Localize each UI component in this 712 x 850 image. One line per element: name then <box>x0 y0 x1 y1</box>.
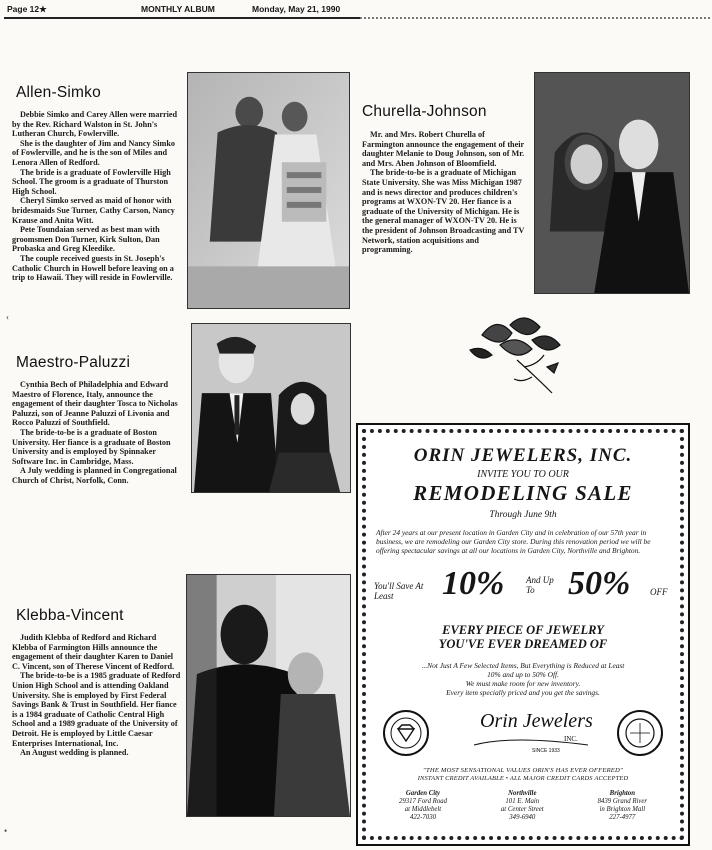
ad-every-piece <box>372 623 674 651</box>
ad-sale-title: REMODELING SALE <box>413 481 633 505</box>
issue-date: Monday, May 21, 1990 <box>252 4 341 14</box>
story-paragraph: The bride is a graduate of Fowlerville High School. The groom is a graduate of Thurston High School. <box>12 167 171 196</box>
story-paragraph: Pete Toundaian served as best man with groomsmen Don Turner, Kirk Sulton, Dan Probaska and Greg Kleedike. <box>12 225 160 254</box>
store-name: Northville <box>508 790 537 797</box>
off-label: OFF <box>650 587 668 597</box>
scan-mark: • <box>4 826 8 836</box>
ad-logo-row <box>372 705 674 761</box>
wedding-photo-allen-simko <box>187 72 350 309</box>
logo-script-text: Orin Jewelers <box>480 710 592 732</box>
store-cross-street: in Brighton Mall <box>599 806 646 813</box>
story-paragraph: Judith Klebba of Redford and Richard Klebba of Farmington Hills announce the engagement of their daughter Karen to Daniel C. Vincent, son of Therese Vincent of Redford. <box>12 633 175 671</box>
ad-invite-line: INVITE YOU TO OUR <box>477 469 569 480</box>
store-phone: 422-7030 <box>409 814 437 821</box>
ad-body-text: After 24 years at our present location in Garden City and in celebration of our 57th year in business, we are remodeling our Garden City store. During this renovation period we will be offering spectacular savings at all our locations in Garden City, Northville and Brighton. <box>376 528 651 555</box>
section-title: MONTHLY ALBUM <box>141 4 215 14</box>
save-at-least-label: You'll Save At Least <box>374 581 424 601</box>
ad-fine-line: We must make room for new inventory. <box>465 679 581 688</box>
headline-churella-johnson: Churella-Johnson <box>362 103 487 120</box>
store-locations <box>372 790 674 822</box>
header-dotted-rule <box>360 17 710 19</box>
store-phone: 349-6940 <box>509 814 536 821</box>
ad-every-line: YOU'VE EVER DREAMED OF <box>438 637 608 651</box>
ad-company-name: ORIN JEWELERS, INC. <box>413 445 633 466</box>
store-cross-street: at Middlebelt <box>404 806 442 813</box>
story-klebba-vincent <box>12 633 182 758</box>
engagement-photo-maestro-paluzzi <box>191 323 351 493</box>
store-address: 29317 Ford Road <box>398 798 448 805</box>
story-paragraph: A July wedding is planned in Congregational Church of Christ, Norfolk, Conn. <box>12 466 177 485</box>
ad-fine-line: ...Not Just A Few Selected Items, But Everything is Reduced at Least <box>421 661 625 670</box>
engagement-photo-churella-johnson <box>534 72 690 294</box>
headline-allen-simko: Allen-Simko <box>16 84 101 101</box>
header-rule <box>4 17 360 19</box>
story-paragraph: The bride-to-be is a graduate of Michigan State University. She was Miss Michigan 1987 and is news director and produces children's programs at WXON-TV 20. Her fiance is a graduate of the University of Michigan. He is the general manager of WXON-TV 20. He is the president of Johnson Broadcasting and TV Network, station acquisitions and programming. <box>362 168 525 255</box>
headline-maestro-paluzzi: Maestro-Paluzzi <box>16 354 131 371</box>
story-paragraph: The bride-to-be is a graduate of Boston University. Her fiance is a graduate of Boston University and is employed by Spinnaker Software Inc. in Cambridge, Mass. <box>12 427 171 466</box>
page-header <box>0 0 712 24</box>
headline-klebba-vincent: Klebba-Vincent <box>16 607 124 624</box>
story-allen-simko <box>12 110 180 283</box>
store-phone: 227-4977 <box>609 814 636 821</box>
save-min-percent: 10% <box>442 565 505 602</box>
store-address: 8439 Grand River <box>597 798 648 805</box>
and-up-to-label: And Up To <box>526 575 554 595</box>
ad-sale-dates: Through June 9th <box>489 510 557 520</box>
store-name: Brighton <box>609 790 635 797</box>
scan-mark: ‹ <box>6 312 9 322</box>
story-paragraph: An August wedding is planned. <box>20 748 129 758</box>
ad-credit-line: INSTANT CREDIT AVAILABLE • ALL MAJOR CREDIT CARDS ACCEPTED <box>417 775 629 782</box>
story-paragraph: Cheryl Simko served as maid of honor with bridesmaids Sue Turner, Cathy Carson, Nancy Krause and Anita Witt. <box>12 196 175 225</box>
story-paragraph: Mr. and Mrs. Robert Churella of Farmington announce the engagement of their daughter Melanie to Doug Johnson, son of Mr. and Mrs. Aben Johnson of Bloomfield. <box>362 130 525 168</box>
story-paragraph: She is the daughter of Jim and Nancy Simko of Fowlerville, and he is the son of Miles and Lenora Allen of Redford. <box>12 138 175 167</box>
logo-inc-text: INC. <box>564 735 578 743</box>
orin-jewelers-logo <box>472 705 592 755</box>
page-number: Page 12★ <box>7 4 47 14</box>
store-northville <box>501 790 544 822</box>
story-paragraph: Cynthia Bech of Philadelphia and Edward Maestro of Florence, Italy, announce the engagement of their daughter Tosca to Nicholas Paluzzi, son of Jeanne Paluzzi of Livonia and Rocco Paluzzi of Southfield. <box>12 380 178 428</box>
story-paragraph: The bride-to-be is a 1985 graduate of Redford Union High School and is attending Oakland University. She is employed by First Federal Savings Bank & Trust in Southfield. Her fiance is a 1984 graduate of Catholic Central High School and a 1989 graduate of the University of Detroit. He is employed by Little Caesar Enterprises International, Inc. <box>12 671 181 748</box>
ad-savings-row <box>372 565 674 613</box>
logo-since-text: SINCE 1933 <box>532 748 560 754</box>
ad-fine-print <box>372 661 674 697</box>
ad-content <box>372 439 674 830</box>
story-churella-johnson <box>362 130 528 255</box>
engagement-photo-klebba-vincent <box>186 574 351 817</box>
diamond-seal-icon <box>382 709 430 757</box>
ad-quote: "THE MOST SENSATIONAL VALUES ORIN'S HAS EVER OFFERED" <box>423 767 623 774</box>
ad-every-line: EVERY PIECE OF JEWELRY <box>442 623 604 637</box>
ad-fine-line: 10% and up to 50% Off. <box>487 670 559 679</box>
store-garden-city <box>399 790 447 822</box>
save-max-percent: 50% <box>568 565 631 602</box>
store-name: Garden City <box>405 790 441 797</box>
ad-fine-line: Every item specially priced and you get the savings. <box>446 688 600 697</box>
orin-jewelers-ad <box>356 423 690 846</box>
story-paragraph: The couple received guests in St. Joseph's Catholic Church in Howell before leaving on a trip to Hawaii. They will reside in Fowlerville. <box>12 253 174 283</box>
rose-illustration <box>462 305 572 395</box>
store-cross-street: at Center Street <box>500 806 544 813</box>
story-maestro-paluzzi <box>12 380 182 486</box>
store-address: 101 E. Main <box>505 798 540 805</box>
story-paragraph: Debbie Simko and Carey Allen were married by the Rev. Richard Walston in St. John's Lutheran Church, Fowlerville. <box>12 110 178 139</box>
ags-seal-icon <box>616 709 664 757</box>
store-brighton <box>598 790 647 822</box>
